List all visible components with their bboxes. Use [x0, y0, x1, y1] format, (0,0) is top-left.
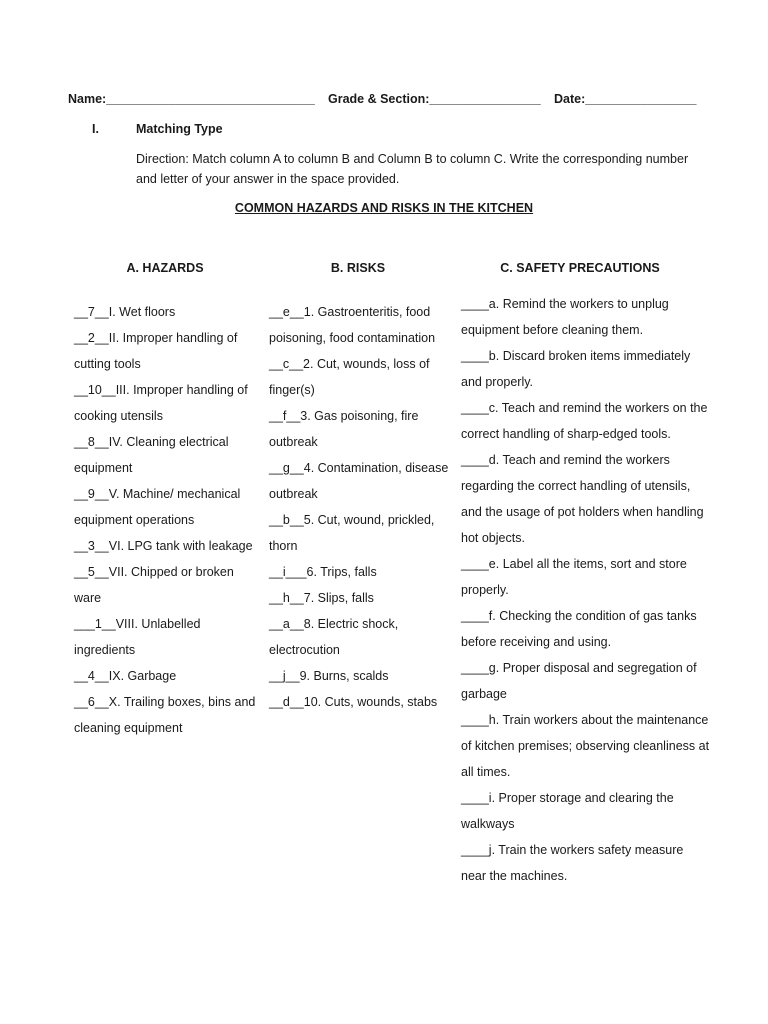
section-title: Matching Type: [136, 122, 223, 136]
hazard-item: __4__IX. Garbage: [74, 669, 177, 683]
hazard-item: __2__II. Improper handling of cutting tools: [74, 331, 238, 371]
precaution-item: ____e. Label all the items, sort and store properly.: [461, 557, 687, 597]
hazard-item: __3__VI. LPG tank with leakage: [74, 539, 253, 553]
hazard-item: __5__VII. Chipped or broken ware: [74, 565, 234, 605]
name-field[interactable]: Name:______________________________: [68, 92, 315, 106]
safety-precautions-list: [461, 291, 711, 889]
hazard-item: __10__III. Improper handling of cooking utensils: [74, 383, 248, 423]
precaution-item: ____g. Proper disposal and segregation of garbage: [461, 661, 697, 701]
risk-item: __f__3. Gas poisoning, fire outbreak: [269, 409, 419, 449]
hazard-item: ___1__VIII. Unlabelled ingredients: [74, 617, 201, 657]
risk-item: __d__10. Cuts, wounds, stabs: [269, 695, 438, 709]
precaution-item: ____h. Train workers about the maintenance of kitchen premises; observing cleanliness at all times.: [461, 713, 710, 779]
hazard-item: __9__V. Machine/ mechanical equipment operations: [74, 487, 241, 527]
risks-list: [269, 299, 449, 715]
hazard-item: __6__X. Trailing boxes, bins and cleaning equipment: [74, 695, 256, 735]
precaution-item: ____a. Remind the workers to unplug equipment before cleaning them.: [461, 297, 669, 337]
column-a-heading: A. HAZARDS: [126, 261, 204, 275]
hazard-item: __8__IV. Cleaning electrical equipment: [74, 435, 229, 475]
precaution-item: ____j. Train the workers safety measure near the machines.: [461, 843, 684, 883]
precaution-item: ____d. Teach and remind the workers regarding the correct handling of utensils, and the usage of pot holders when handling hot objects.: [461, 453, 704, 545]
document-title: COMMON HAZARDS AND RISKS IN THE KITCHEN: [234, 201, 534, 215]
precaution-item: ____c. Teach and remind the workers on the correct handling of sharp-edged tools.: [461, 401, 708, 441]
risk-item: __j__9. Burns, scalds: [269, 669, 389, 683]
risk-item: __i___6. Trips, falls: [269, 565, 377, 579]
risk-item: __h__7. Slips, falls: [269, 591, 374, 605]
risk-item: __c__2. Cut, wounds, loss of finger(s): [269, 357, 430, 397]
precaution-item: ____f. Checking the condition of gas tanks before receiving and using.: [461, 609, 697, 649]
risk-item: __b__5. Cut, wound, prickled, thorn: [269, 513, 435, 553]
precaution-item: ____b. Discard broken items immediately and properly.: [461, 349, 691, 389]
precaution-item: ____i. Proper storage and clearing the walkways: [461, 791, 674, 831]
hazard-item: __7__I. Wet floors: [74, 305, 176, 319]
column-b-heading: B. RISKS: [330, 261, 386, 275]
risk-item: __g__4. Contamination, disease outbreak: [269, 461, 449, 501]
section-number: I.: [92, 122, 99, 136]
risk-item: __e__1. Gastroenteritis, food poisoning, food contamination: [269, 305, 436, 345]
hazards-list: [74, 299, 260, 741]
date-field[interactable]: Date:________________: [554, 92, 697, 106]
grade-section-field[interactable]: Grade & Section:________________: [328, 92, 541, 106]
direction-text: Direction: Match column A to column B and Column B to column C. Write the corresponding number and letter of your answer in the space provided.: [136, 152, 689, 186]
risk-item: __a__8. Electric shock, electrocution: [269, 617, 399, 657]
column-c-heading: C. SAFETY PRECAUTIONS: [500, 261, 660, 275]
